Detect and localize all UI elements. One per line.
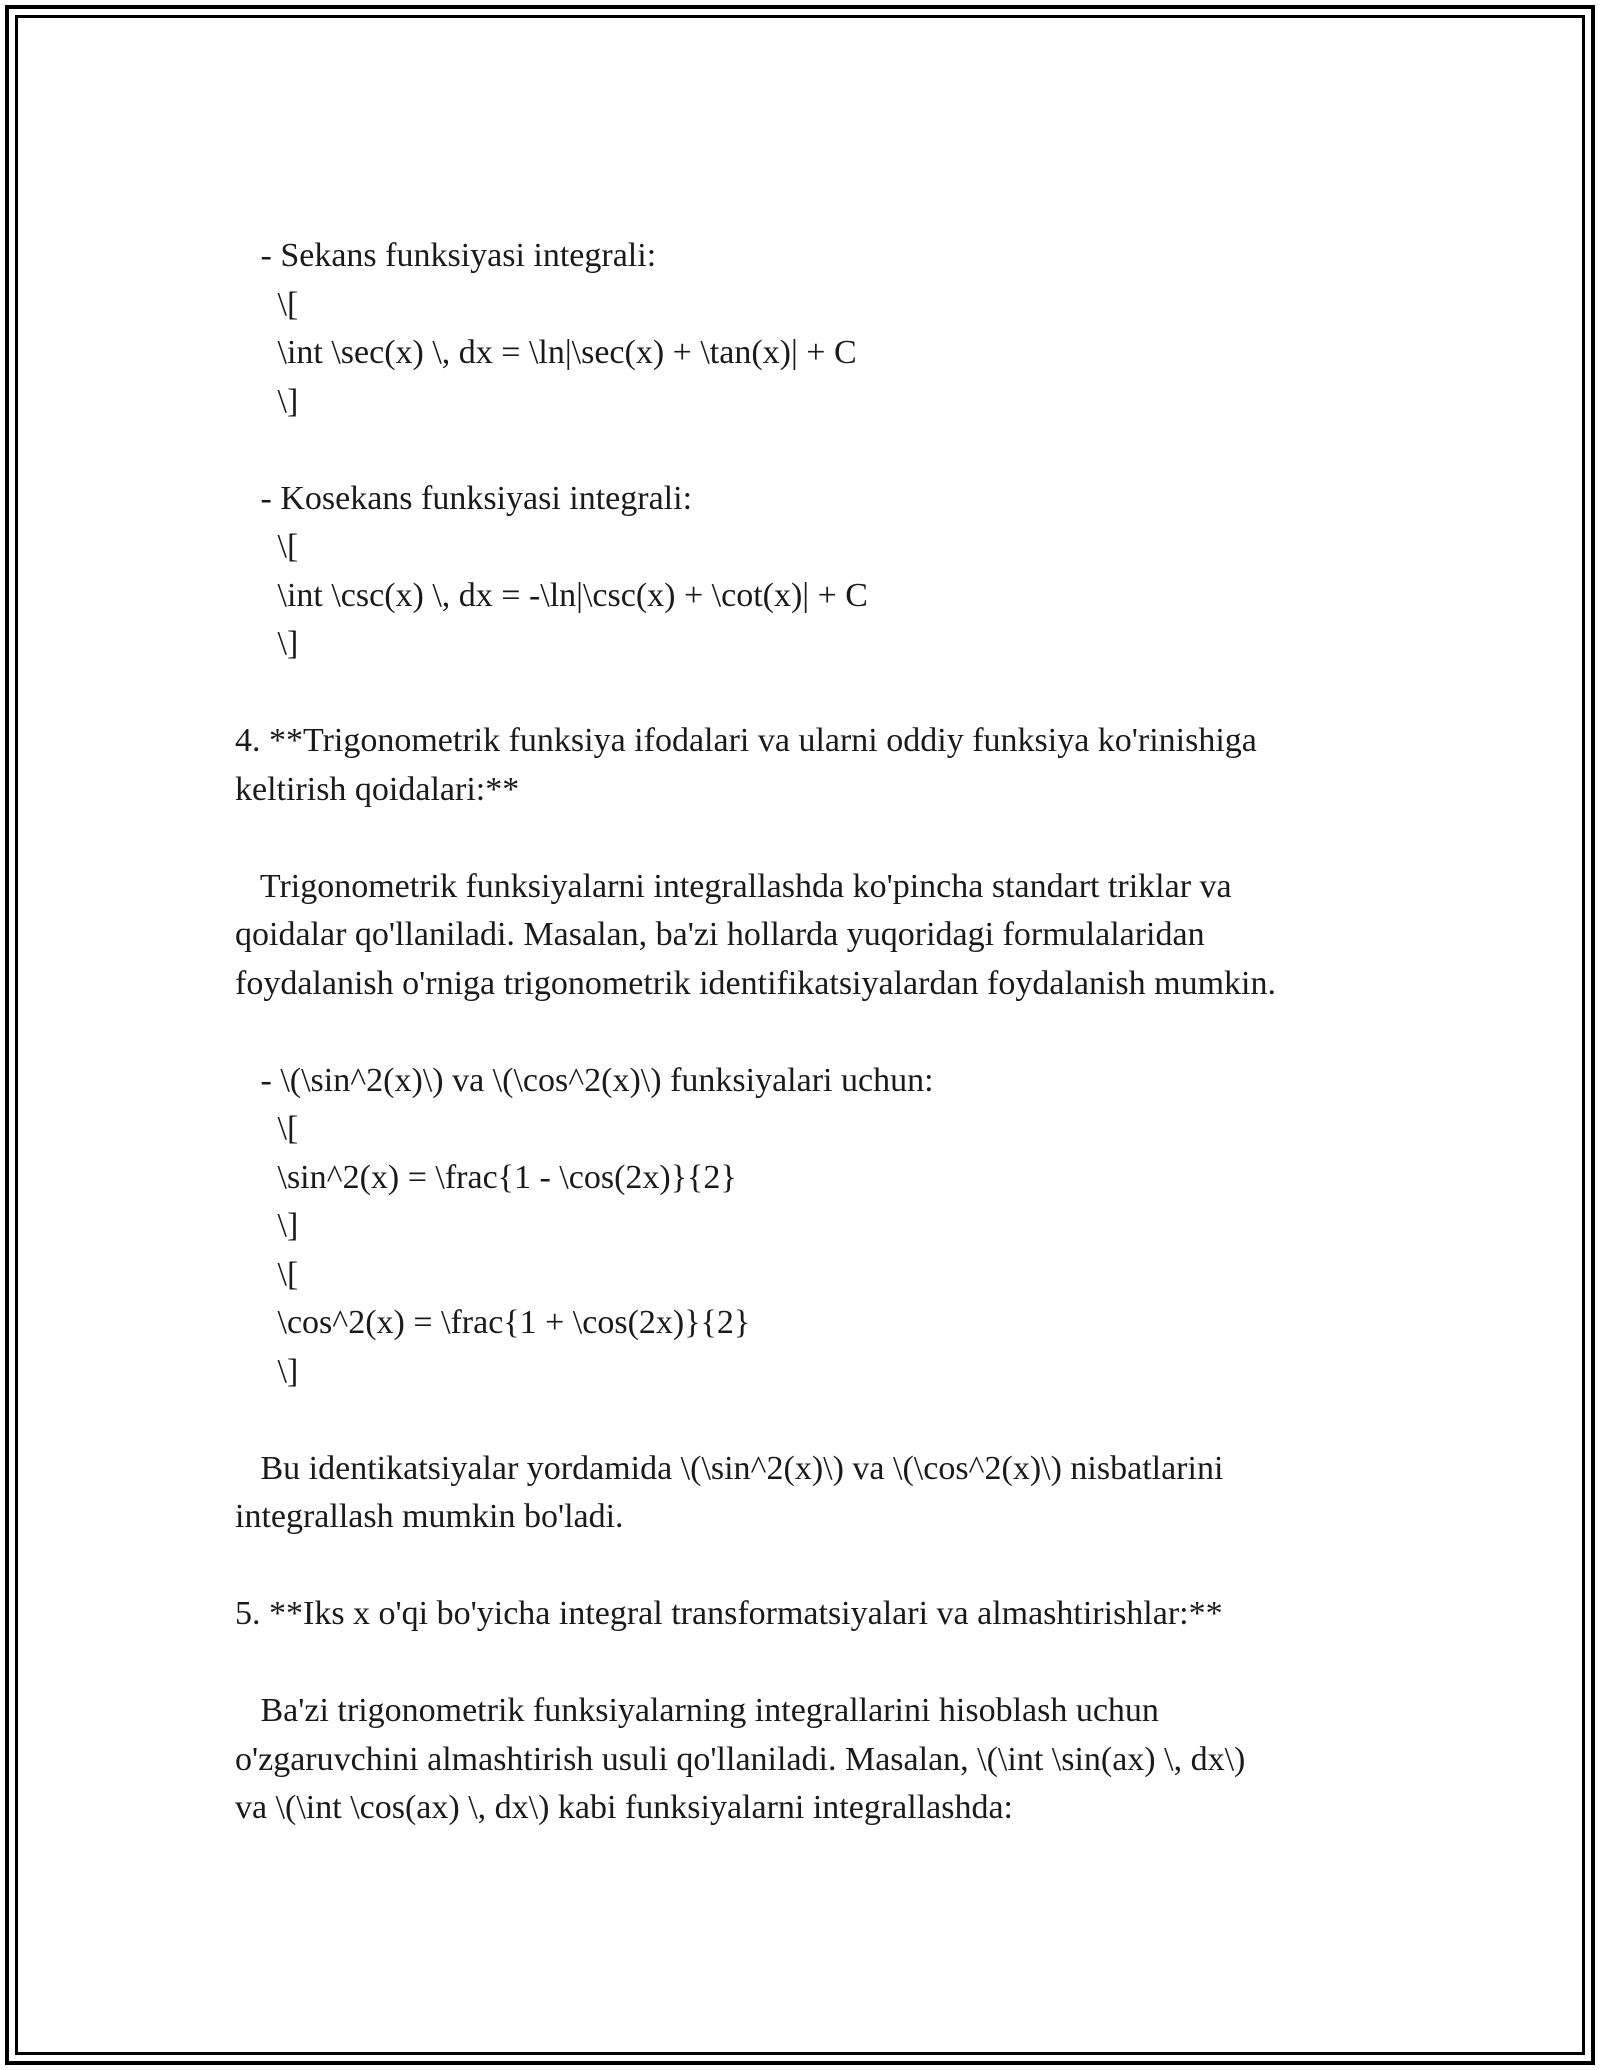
text-line: Ba'zi trigonometrik funksiyalarning integrallarini hisoblash uchun: [235, 1692, 1159, 1729]
blank-line: [235, 1396, 1385, 1445]
text-line: \]: [235, 382, 299, 420]
text-line: \[: [235, 1110, 299, 1147]
text-line: \]: [235, 625, 299, 662]
text-line: 5. **Iks x o'qi bo'yicha integral transformatsiyalari va almashtirishlar:**: [235, 1595, 1223, 1632]
text-line: \[: [235, 528, 299, 565]
document-body: [235, 232, 1385, 1833]
blank-line: [235, 1542, 1385, 1591]
blank-line: [235, 426, 1385, 475]
blank-line: [235, 1008, 1385, 1057]
blank-line: [235, 814, 1385, 863]
text-line: integrallash mumkin bo'ladi.: [235, 1498, 624, 1535]
text-line: qoidalar qo'llaniladi. Masalan, ba'zi hollarda yuqoridagi formulalaridan: [235, 916, 1205, 953]
text-line: \cos^2(x) = \frac{1 + \cos(2x)}{2}: [235, 1304, 751, 1341]
text-line: foydalanish o'rniga trigonometrik identifikatsiyalardan foydalanish mumkin.: [235, 964, 1277, 1002]
blank-line: [235, 1639, 1385, 1688]
text-line: o'zgaruvchini almashtirish usuli qo'llaniladi. Masalan, \(\int \sin(ax) \, dx\): [235, 1740, 1246, 1778]
text-line: Trigonometrik funksiyalarni integrallashda ko'pincha standart triklar va: [235, 867, 1232, 905]
text-line: \int \sec(x) \, dx = \ln|\sec(x) + \tan(x)| + C: [235, 334, 857, 371]
text-line: - Kosekans funksiyasi integrali:: [235, 479, 693, 517]
text-line: \[: [235, 1255, 299, 1293]
text-line: keltirish qoidalari:**: [235, 770, 520, 808]
text-line: va \(\int \cos(ax) \, dx\) kabi funksiyalarni integrallashda:: [235, 1789, 1013, 1826]
text-line: \int \csc(x) \, dx = -\ln|\csc(x) + \cot(x)| + C: [235, 576, 868, 614]
text-line: \]: [235, 1352, 299, 1390]
text-line: - \(\sin^2(x)\) va \(\cos^2(x)\) funksiyalari uchun:: [235, 1061, 934, 1099]
text-line: - Sekans funksiyasi integrali:: [235, 237, 657, 274]
text-line: \[: [235, 285, 299, 323]
text-line: Bu identikatsiyalar yordamida \(\sin^2(x)\) va \(\cos^2(x)\) nisbatlarini: [235, 1449, 1224, 1487]
blank-line: [235, 669, 1385, 718]
text-line: 4. **Trigonometrik funksiya ifodalari va ularni oddiy funksiya ko'rinishiga: [235, 722, 1257, 759]
text-line: \sin^2(x) = \frac{1 - \cos(2x)}{2}: [235, 1158, 737, 1196]
text-line: \]: [235, 1207, 299, 1244]
